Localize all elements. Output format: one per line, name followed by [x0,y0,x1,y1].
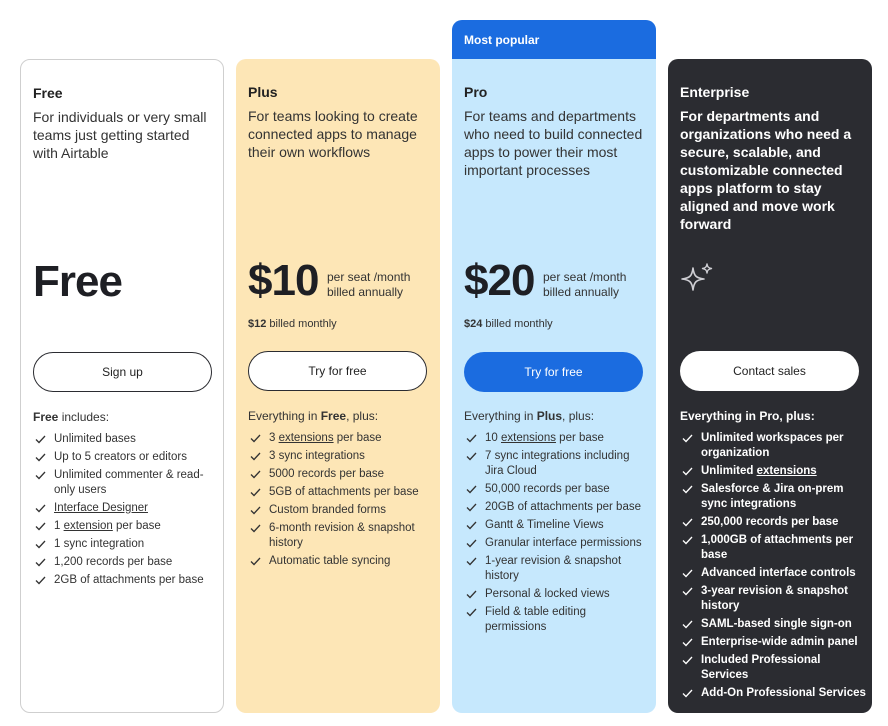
feature-item [680,515,866,530]
feature-text: 2GB of attachments per base [54,574,204,586]
price-billing: billed annually [543,285,620,299]
feature-link[interactable]: Interface Designer [54,502,148,514]
feature-item [248,467,434,482]
feature-text: 7 sync integrations including Jira Cloud [485,450,630,477]
feature-text: Field & table editing permissions [485,606,587,633]
feature-text: Personal & locked views [485,588,610,600]
check-icon [35,453,46,462]
feature-item [464,482,650,497]
feature-item [680,617,866,632]
check-icon [35,558,46,567]
plan-card-enterprise [668,59,872,713]
monthly-price-text: billed monthly [266,318,337,330]
includes-plan: Free [33,410,59,424]
check-icon [682,689,693,698]
check-icon [250,452,261,461]
check-icon [35,471,46,480]
feature-item [33,450,219,465]
feature-text: Unlimited workspaces per organization [701,432,844,459]
check-icon [682,467,693,476]
feature-text: 1,200 records per base [54,556,173,568]
feature-text: Up to 5 creators or editors [54,451,187,463]
feature-list [33,432,219,591]
feature-item [248,449,434,464]
includes-plan: Free [320,409,347,423]
feature-item [248,485,434,500]
feature-text: 1,000GB of attachments per base [701,534,854,561]
feature-text: Automatic table syncing [269,555,391,567]
feature-text: 1 sync integration [54,538,145,550]
check-icon [466,557,477,566]
contact-sales-button[interactable]: Contact sales [680,351,859,391]
feature-item [33,573,219,588]
includes-suffix: includes: [58,410,110,424]
try-for-free-button[interactable]: Try for free [464,352,643,392]
feature-text: SAML-based single sign-on [701,618,852,630]
feature-item [464,554,650,584]
feature-item [680,566,866,581]
feature-item [680,482,866,512]
feature-text: Granular interface permissions [485,537,642,549]
plan-name: Plus [248,84,278,100]
feature-link[interactable]: extensions [756,465,817,477]
plan-card-free [20,59,224,713]
price-per-seat: per seat /month [543,270,627,284]
plan-name: Enterprise [680,84,750,100]
plan-card-pro [452,20,656,713]
check-icon [682,434,693,443]
check-icon [466,434,477,443]
check-icon [682,656,693,665]
price-billing: billed annually [327,285,404,299]
check-icon [35,522,46,531]
plan-card-plus [236,59,440,713]
check-icon [682,620,693,629]
feature-item [33,501,219,516]
feature-text: 50,000 records per base [485,483,610,495]
plan-price: $10 [248,256,319,305]
feature-text: 20GB of attachments per base [485,501,641,513]
feature-item [33,468,219,498]
feature-link[interactable]: extensions [501,432,556,444]
check-icon [250,434,261,443]
feature-item [680,464,866,479]
sign-up-button[interactable]: Sign up [33,352,212,392]
check-icon [466,539,477,548]
feature-text: Enterprise-wide admin panel [701,636,858,648]
feature-item [464,536,650,551]
feature-item [33,537,219,552]
check-icon [682,569,693,578]
feature-text: Custom branded forms [269,504,386,516]
check-icon [250,557,261,566]
feature-item [464,431,650,446]
price-per-seat: per seat /month [327,270,411,284]
price-unit [543,270,626,300]
check-icon [682,518,693,527]
monthly-price-value: $12 [248,318,267,330]
feature-list [464,431,650,638]
feature-text: Salesforce & Jira on-prem sync integrations [701,483,844,510]
plan-price: $20 [464,256,535,305]
check-icon [250,506,261,515]
feature-text: 5000 records per base [269,468,385,480]
plan-description: For individuals or very small teams just getting started with Airtable [33,109,207,161]
check-icon [35,576,46,585]
feature-item [680,533,866,563]
feature-item [464,518,650,533]
plan-name: Pro [464,84,488,100]
feature-text: Unlimited bases [54,433,136,445]
feature-text: Gantt & Timeline Views [485,519,604,531]
feature-item [33,432,219,447]
feature-item [248,503,434,518]
includes-suffix: , plus: [562,409,595,423]
includes-suffix: , plus: [779,409,815,423]
feature-item [464,605,650,635]
check-icon [250,470,261,479]
plan-description: For teams looking to create connected apps to manage their own workflows [248,108,418,160]
includes-plan: Plus [536,409,563,423]
check-icon [466,608,477,617]
check-icon [466,503,477,512]
feature-item [248,431,434,446]
includes-prefix: Everything in [248,409,321,423]
feature-item [464,500,650,515]
includes-heading [464,409,594,423]
feature-text: Unlimited extensions [701,465,817,477]
plan-description: For departments and organizations who need a secure, scalable, and customizable connected apps platform to stay aligned and move work forward [680,108,852,232]
feature-item [33,519,219,534]
feature-text [54,502,148,514]
feature-text: Advanced interface controls [701,567,856,579]
feature-item [33,555,219,570]
feature-list [248,431,434,572]
plan-name: Free [33,85,63,101]
feature-text: 3 extensions per base [269,432,382,444]
feature-text: 6-month revision & snapshot history [269,522,415,549]
check-icon [466,521,477,530]
check-icon [466,590,477,599]
try-for-free-button[interactable]: Try for free [248,351,427,391]
sparkle-icon [680,262,716,298]
feature-text: 1-year revision & snapshot history [485,555,622,582]
check-icon [466,452,477,461]
includes-prefix: Everything in [680,409,760,423]
feature-item [680,584,866,614]
check-icon [35,504,46,513]
feature-text: 250,000 records per base [701,516,839,528]
plan-description: For teams and departments who need to build connected apps to power their most important processes [464,108,643,178]
feature-text: Unlimited commenter & read-only users [54,469,204,496]
price-unit [327,270,410,300]
monthly-price [464,318,553,330]
feature-text: Add-On Professional Services [701,687,866,699]
includes-heading [680,409,815,423]
feature-list [680,431,866,704]
feature-text: 10 extensions per base [485,432,604,444]
feature-link[interactable]: extension [63,520,113,532]
feature-text: 3 sync integrations [269,450,365,462]
feature-item [464,587,650,602]
feature-item [248,554,434,569]
feature-text: 3-year revision & snapshot history [701,585,848,612]
feature-text: 1 extension per base [54,520,161,532]
most-popular-badge: Most popular [452,20,656,59]
feature-item [680,431,866,461]
check-icon [250,488,261,497]
feature-item [248,521,434,551]
check-icon [466,485,477,494]
feature-text: Included Professional Services [701,654,821,681]
feature-text: 5GB of attachments per base [269,486,419,498]
includes-heading [248,409,378,423]
feature-item [680,686,866,701]
includes-suffix: , plus: [346,409,379,423]
check-icon [250,524,261,533]
feature-item [680,653,866,683]
includes-heading [33,410,109,424]
monthly-price-text: billed monthly [482,318,553,330]
plan-price: Free [33,257,122,306]
check-icon [682,485,693,494]
check-icon [682,638,693,647]
check-icon [35,540,46,549]
check-icon [682,587,693,596]
includes-plan: Pro [759,409,780,423]
monthly-price-value: $24 [464,318,483,330]
feature-link[interactable]: extensions [278,432,334,444]
feature-item [464,449,650,479]
feature-item [680,635,866,650]
check-icon [682,536,693,545]
check-icon [35,435,46,444]
includes-prefix: Everything in [464,409,537,423]
monthly-price [248,318,337,330]
